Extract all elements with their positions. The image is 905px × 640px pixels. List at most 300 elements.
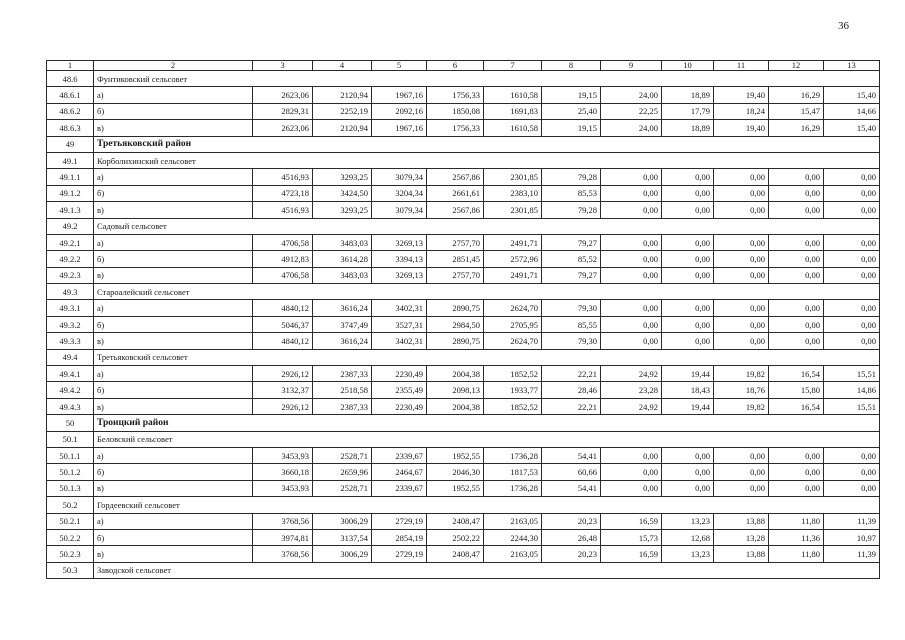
value-cell: 4912,83	[253, 251, 313, 267]
value-cell: 0,00	[662, 202, 714, 218]
value-cell: 2301,85	[484, 169, 542, 185]
value-cell: 28,46	[542, 382, 601, 398]
value-cell: 24,00	[601, 87, 662, 103]
council-title: Заводской сельсовет	[94, 562, 880, 578]
value-cell: 1610,58	[484, 120, 542, 136]
council-row	[47, 152, 880, 168]
table-row	[47, 169, 880, 185]
row-variant-label: а)	[94, 366, 253, 382]
value-cell: 0,00	[601, 316, 662, 332]
council-title: Садовый сельсовет	[94, 218, 880, 234]
row-variant-label: в)	[94, 546, 253, 562]
table-row	[47, 382, 880, 398]
value-cell: 0,00	[662, 480, 714, 496]
council-title: Староалейский сельсовет	[94, 284, 880, 300]
value-cell: 22,25	[601, 103, 662, 119]
value-cell: 2230,49	[372, 398, 427, 414]
value-cell: 2623,06	[253, 120, 313, 136]
value-cell: 19,15	[542, 120, 601, 136]
value-cell: 3137,54	[313, 529, 372, 545]
value-cell: 0,00	[714, 447, 769, 463]
value-cell: 2623,06	[253, 87, 313, 103]
value-cell: 0,00	[769, 202, 824, 218]
value-cell: 4840,12	[253, 300, 313, 316]
row-code: 49.4	[47, 349, 94, 365]
value-cell: 2244,30	[484, 529, 542, 545]
value-cell: 2829,31	[253, 103, 313, 119]
value-cell: 2729,19	[372, 546, 427, 562]
value-cell: 0,00	[769, 447, 824, 463]
column-header: 9	[601, 61, 662, 71]
value-cell: 0,00	[601, 202, 662, 218]
value-cell: 2729,19	[372, 513, 427, 529]
column-header: 1	[47, 61, 94, 71]
value-cell: 20,23	[542, 513, 601, 529]
column-header: 3	[253, 61, 313, 71]
value-cell: 16,29	[769, 87, 824, 103]
value-cell: 2659,96	[313, 464, 372, 480]
value-cell: 3768,56	[253, 513, 313, 529]
value-cell: 1952,55	[427, 480, 484, 496]
value-cell: 0,00	[662, 251, 714, 267]
value-cell: 19,44	[662, 366, 714, 382]
value-cell: 2661,61	[427, 185, 484, 201]
row-code: 48.6.1	[47, 87, 94, 103]
value-cell: 79,27	[542, 234, 601, 250]
value-cell: 4840,12	[253, 333, 313, 349]
value-cell: 19,82	[714, 366, 769, 382]
value-cell: 3006,29	[313, 546, 372, 562]
row-variant-label: в)	[94, 267, 253, 283]
value-cell: 0,00	[824, 300, 880, 316]
value-cell: 0,00	[662, 316, 714, 332]
value-cell: 0,00	[769, 251, 824, 267]
value-cell: 2567,86	[427, 202, 484, 218]
value-cell: 4706,58	[253, 234, 313, 250]
row-code: 50.2.1	[47, 513, 94, 529]
value-cell: 0,00	[601, 333, 662, 349]
table-row	[47, 447, 880, 463]
table-row	[47, 366, 880, 382]
value-cell: 0,00	[714, 480, 769, 496]
value-cell: 3079,34	[372, 202, 427, 218]
value-cell: 2464,67	[372, 464, 427, 480]
table-row	[47, 202, 880, 218]
value-cell: 2705,95	[484, 316, 542, 332]
table-row	[47, 464, 880, 480]
value-cell: 0,00	[824, 464, 880, 480]
value-cell: 3660,18	[253, 464, 313, 480]
value-cell: 0,00	[601, 300, 662, 316]
row-variant-label: б)	[94, 382, 253, 398]
table-row	[47, 267, 880, 283]
value-cell: 4706,58	[253, 267, 313, 283]
value-cell: 2098,13	[427, 382, 484, 398]
value-cell: 24,00	[601, 120, 662, 136]
row-code: 49.2.1	[47, 234, 94, 250]
value-cell: 0,00	[714, 185, 769, 201]
value-cell: 79,30	[542, 300, 601, 316]
value-cell: 3006,29	[313, 513, 372, 529]
council-row	[47, 562, 880, 578]
row-variant-label: а)	[94, 169, 253, 185]
row-code: 49	[47, 136, 94, 152]
value-cell: 0,00	[824, 202, 880, 218]
value-cell: 1756,33	[427, 87, 484, 103]
column-header: 12	[769, 61, 824, 71]
value-cell: 2092,16	[372, 103, 427, 119]
row-code: 49.3.1	[47, 300, 94, 316]
value-cell: 0,00	[824, 447, 880, 463]
value-cell: 0,00	[601, 447, 662, 463]
value-cell: 22,21	[542, 366, 601, 382]
value-cell: 19,40	[714, 87, 769, 103]
value-cell: 2502,22	[427, 529, 484, 545]
value-cell: 2301,85	[484, 202, 542, 218]
value-cell: 26,48	[542, 529, 601, 545]
value-cell: 1952,55	[427, 447, 484, 463]
value-cell: 4516,93	[253, 202, 313, 218]
value-cell: 2387,33	[313, 398, 372, 414]
district-row	[47, 136, 880, 152]
district-title: Третьяковский район	[94, 136, 880, 152]
table-row	[47, 513, 880, 529]
value-cell: 1852,52	[484, 366, 542, 382]
value-cell: 4516,93	[253, 169, 313, 185]
value-cell: 15,47	[769, 103, 824, 119]
value-cell: 2252,19	[313, 103, 372, 119]
row-code: 48.6.2	[47, 103, 94, 119]
value-cell: 3747,49	[313, 316, 372, 332]
row-variant-label: а)	[94, 300, 253, 316]
value-cell: 2408,47	[427, 546, 484, 562]
value-cell: 0,00	[824, 333, 880, 349]
value-cell: 20,23	[542, 546, 601, 562]
value-cell: 4723,18	[253, 185, 313, 201]
value-cell: 3424,50	[313, 185, 372, 201]
header-row	[47, 61, 880, 71]
value-cell: 2567,86	[427, 169, 484, 185]
table-row	[47, 398, 880, 414]
value-cell: 0,00	[714, 202, 769, 218]
value-cell: 3269,13	[372, 267, 427, 283]
table-row	[47, 300, 880, 316]
value-cell: 2230,49	[372, 366, 427, 382]
value-cell: 1967,16	[372, 87, 427, 103]
value-cell: 19,82	[714, 398, 769, 414]
row-code: 49.1	[47, 152, 94, 168]
value-cell: 3402,31	[372, 333, 427, 349]
value-cell: 10,97	[824, 529, 880, 545]
council-title: Корболихинский сельсовет	[94, 152, 880, 168]
value-cell: 2528,71	[313, 447, 372, 463]
value-cell: 3293,25	[313, 202, 372, 218]
row-code: 49.4.2	[47, 382, 94, 398]
value-cell: 17,79	[662, 103, 714, 119]
page-number: 36	[838, 20, 849, 32]
value-cell: 1610,58	[484, 87, 542, 103]
council-title: Третьяковский сельсовет	[94, 349, 880, 365]
row-code: 49.1.1	[47, 169, 94, 185]
value-cell: 0,00	[824, 480, 880, 496]
value-cell: 0,00	[714, 267, 769, 283]
value-cell: 0,00	[769, 267, 824, 283]
row-code: 49.3	[47, 284, 94, 300]
column-header: 10	[662, 61, 714, 71]
value-cell: 24,92	[601, 366, 662, 382]
table-row	[47, 185, 880, 201]
value-cell: 79,27	[542, 267, 601, 283]
value-cell: 1736,28	[484, 447, 542, 463]
value-cell: 0,00	[601, 267, 662, 283]
table-row	[47, 316, 880, 332]
value-cell: 16,59	[601, 513, 662, 529]
row-variant-label: б)	[94, 464, 253, 480]
row-code: 49.2.2	[47, 251, 94, 267]
value-cell: 22,21	[542, 398, 601, 414]
value-cell: 18,89	[662, 87, 714, 103]
value-cell: 2120,94	[313, 120, 372, 136]
column-header: 5	[372, 61, 427, 71]
value-cell: 2491,71	[484, 234, 542, 250]
council-row	[47, 218, 880, 234]
row-code: 50	[47, 415, 94, 431]
table-body	[47, 71, 880, 579]
value-cell: 0,00	[714, 234, 769, 250]
council-title: Гордеевский сельсовет	[94, 497, 880, 513]
value-cell: 0,00	[824, 267, 880, 283]
row-code: 49.2	[47, 218, 94, 234]
table-row	[47, 87, 880, 103]
value-cell: 3402,31	[372, 300, 427, 316]
value-cell: 0,00	[769, 464, 824, 480]
value-cell: 15,80	[769, 382, 824, 398]
value-cell: 54,41	[542, 447, 601, 463]
value-cell: 13,28	[714, 529, 769, 545]
value-cell: 15,51	[824, 398, 880, 414]
council-row	[47, 71, 880, 87]
row-code: 49.1.3	[47, 202, 94, 218]
table-row	[47, 120, 880, 136]
value-cell: 3483,03	[313, 234, 372, 250]
row-code: 49.4.3	[47, 398, 94, 414]
value-cell: 1756,33	[427, 120, 484, 136]
value-cell: 2926,12	[253, 398, 313, 414]
value-cell: 3293,25	[313, 169, 372, 185]
value-cell: 1817,53	[484, 464, 542, 480]
value-cell: 1852,52	[484, 398, 542, 414]
council-row	[47, 431, 880, 447]
value-cell: 11,39	[824, 546, 880, 562]
row-variant-label: в)	[94, 202, 253, 218]
column-header: 8	[542, 61, 601, 71]
table-row	[47, 251, 880, 267]
value-cell: 2339,67	[372, 447, 427, 463]
row-code: 49.4.1	[47, 366, 94, 382]
row-code: 49.2.3	[47, 267, 94, 283]
table-row	[47, 234, 880, 250]
row-code: 48.6.3	[47, 120, 94, 136]
value-cell: 0,00	[714, 464, 769, 480]
column-header: 6	[427, 61, 484, 71]
value-cell: 2004,38	[427, 366, 484, 382]
value-cell: 2518,58	[313, 382, 372, 398]
value-cell: 0,00	[824, 316, 880, 332]
council-row	[47, 284, 880, 300]
value-cell: 2528,71	[313, 480, 372, 496]
value-cell: 0,00	[662, 333, 714, 349]
value-cell: 1691,83	[484, 103, 542, 119]
value-cell: 18,43	[662, 382, 714, 398]
value-cell: 0,00	[714, 316, 769, 332]
value-cell: 2757,70	[427, 234, 484, 250]
value-cell: 11,80	[769, 546, 824, 562]
row-code: 50.1.2	[47, 464, 94, 480]
value-cell: 0,00	[769, 169, 824, 185]
value-cell: 0,00	[824, 234, 880, 250]
district-row	[47, 415, 880, 431]
value-cell: 3453,93	[253, 480, 313, 496]
value-cell: 79,28	[542, 169, 601, 185]
value-cell: 13,23	[662, 546, 714, 562]
table-row	[47, 546, 880, 562]
value-cell: 14,66	[824, 103, 880, 119]
value-cell: 16,54	[769, 398, 824, 414]
row-variant-label: в)	[94, 333, 253, 349]
table-row	[47, 103, 880, 119]
value-cell: 2491,71	[484, 267, 542, 283]
value-cell: 23,28	[601, 382, 662, 398]
table-row	[47, 529, 880, 545]
value-cell: 11,36	[769, 529, 824, 545]
value-cell: 0,00	[769, 300, 824, 316]
value-cell: 15,40	[824, 87, 880, 103]
value-cell: 15,40	[824, 120, 880, 136]
value-cell: 0,00	[769, 480, 824, 496]
row-code: 49.3.2	[47, 316, 94, 332]
row-variant-label: а)	[94, 513, 253, 529]
value-cell: 2163,05	[484, 546, 542, 562]
row-variant-label: в)	[94, 398, 253, 414]
row-variant-label: в)	[94, 120, 253, 136]
value-cell: 2004,38	[427, 398, 484, 414]
value-cell: 3394,13	[372, 251, 427, 267]
value-cell: 0,00	[662, 234, 714, 250]
value-cell: 13,88	[714, 546, 769, 562]
value-cell: 0,00	[601, 234, 662, 250]
row-code: 50.2.3	[47, 546, 94, 562]
row-code: 48.6	[47, 71, 94, 87]
data-table	[46, 60, 880, 579]
value-cell: 0,00	[824, 169, 880, 185]
district-title: Троицкий район	[94, 415, 880, 431]
value-cell: 3483,03	[313, 267, 372, 283]
value-cell: 0,00	[824, 251, 880, 267]
table-row	[47, 480, 880, 496]
value-cell: 3616,24	[313, 300, 372, 316]
council-row	[47, 497, 880, 513]
row-code: 50.2.2	[47, 529, 94, 545]
value-cell: 3614,28	[313, 251, 372, 267]
value-cell: 0,00	[662, 185, 714, 201]
row-code: 50.3	[47, 562, 94, 578]
value-cell: 13,23	[662, 513, 714, 529]
value-cell: 0,00	[662, 169, 714, 185]
value-cell: 2339,67	[372, 480, 427, 496]
value-cell: 3079,34	[372, 169, 427, 185]
value-cell: 1850,08	[427, 103, 484, 119]
value-cell: 79,28	[542, 202, 601, 218]
row-code: 50.1.1	[47, 447, 94, 463]
value-cell: 3974,81	[253, 529, 313, 545]
value-cell: 18,89	[662, 120, 714, 136]
row-code: 50.1.3	[47, 480, 94, 496]
value-cell: 3132,37	[253, 382, 313, 398]
row-code: 50.1	[47, 431, 94, 447]
value-cell: 0,00	[714, 251, 769, 267]
value-cell: 2355,49	[372, 382, 427, 398]
value-cell: 0,00	[714, 169, 769, 185]
column-header: 11	[714, 61, 769, 71]
value-cell: 3527,31	[372, 316, 427, 332]
value-cell: 85,55	[542, 316, 601, 332]
value-cell: 2624,70	[484, 333, 542, 349]
value-cell: 15,51	[824, 366, 880, 382]
value-cell: 0,00	[824, 185, 880, 201]
value-cell: 2163,05	[484, 513, 542, 529]
value-cell: 19,15	[542, 87, 601, 103]
table-row	[47, 333, 880, 349]
value-cell: 11,39	[824, 513, 880, 529]
value-cell: 2890,75	[427, 333, 484, 349]
value-cell: 14,86	[824, 382, 880, 398]
value-cell: 0,00	[662, 267, 714, 283]
value-cell: 0,00	[714, 333, 769, 349]
value-cell: 0,00	[601, 185, 662, 201]
value-cell: 18,76	[714, 382, 769, 398]
value-cell: 2383,10	[484, 185, 542, 201]
value-cell: 15,73	[601, 529, 662, 545]
value-cell: 2624,70	[484, 300, 542, 316]
value-cell: 0,00	[601, 464, 662, 480]
value-cell: 0,00	[714, 300, 769, 316]
row-variant-label: а)	[94, 447, 253, 463]
value-cell: 3269,13	[372, 234, 427, 250]
value-cell: 85,53	[542, 185, 601, 201]
value-cell: 16,29	[769, 120, 824, 136]
value-cell: 0,00	[769, 185, 824, 201]
council-row	[47, 349, 880, 365]
value-cell: 3453,93	[253, 447, 313, 463]
value-cell: 2046,30	[427, 464, 484, 480]
value-cell: 2408,47	[427, 513, 484, 529]
row-code: 50.2	[47, 497, 94, 513]
value-cell: 11,80	[769, 513, 824, 529]
value-cell: 0,00	[662, 464, 714, 480]
value-cell: 24,92	[601, 398, 662, 414]
value-cell: 1967,16	[372, 120, 427, 136]
column-header: 13	[824, 61, 880, 71]
value-cell: 19,40	[714, 120, 769, 136]
value-cell: 2572,96	[484, 251, 542, 267]
value-cell: 12,68	[662, 529, 714, 545]
row-variant-label: в)	[94, 480, 253, 496]
value-cell: 54,41	[542, 480, 601, 496]
value-cell: 2851,45	[427, 251, 484, 267]
value-cell: 13,88	[714, 513, 769, 529]
row-variant-label: б)	[94, 103, 253, 119]
value-cell: 18,24	[714, 103, 769, 119]
